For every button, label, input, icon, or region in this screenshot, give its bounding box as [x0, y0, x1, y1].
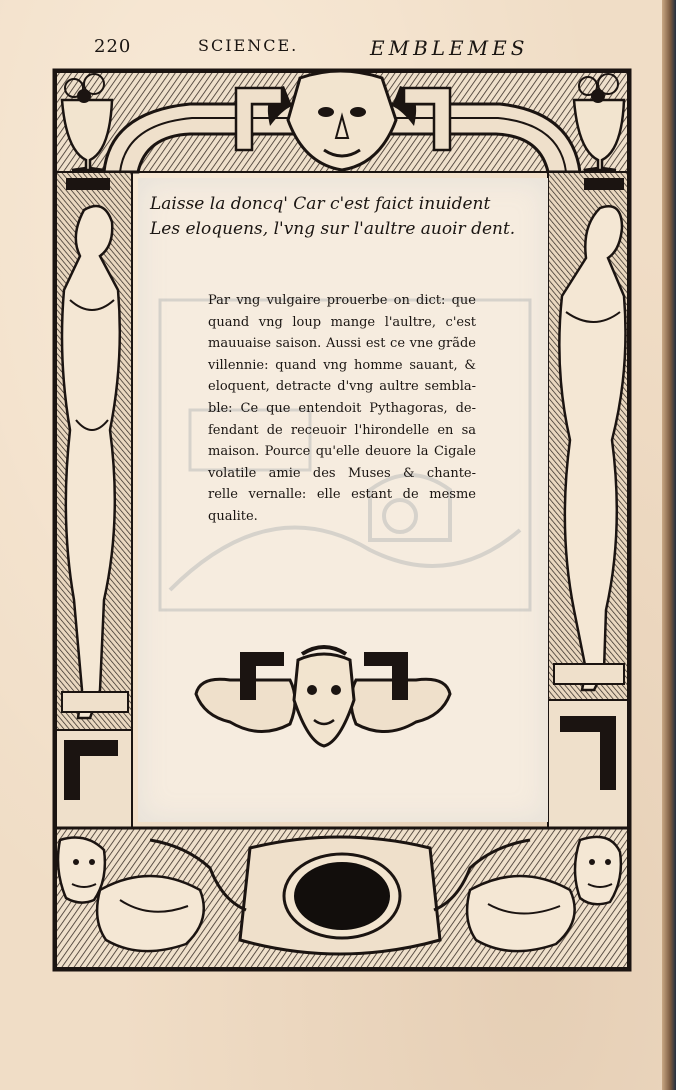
prose-line: quand vng loup mange l'aultre, c'est: [208, 314, 476, 330]
verse-line: Les eloquens, l'vng sur l'aultre auoir dent.: [150, 219, 516, 239]
prose-line: Par vng vulgaire prouerbe on dict: que: [208, 293, 476, 308]
prose-line: villennie: quand vng homme sauant, &: [208, 357, 476, 373]
prose-line: ble: Ce que entendoit Pythagoras, de-: [208, 400, 476, 416]
prose-line: fendant de receuoir l'hirondelle en sa: [208, 422, 476, 438]
prose-line: eloquent, detracte d'vng aultre sembla-: [208, 379, 476, 395]
page-number: 220: [94, 36, 132, 57]
prose-line: qualite.: [208, 508, 258, 524]
verse-line: Laisse la doncq' Car c'est faict inuident: [150, 194, 491, 214]
tailpiece-mask-icon: [196, 647, 450, 746]
running-title-left: SCIENCE.: [198, 36, 299, 55]
prose-line: volatile amie des Muses & chante-: [208, 465, 476, 481]
prose-line: mauuaise saison. Aussi est ce vne grãde: [208, 336, 476, 352]
prose-line: maison. Pource qu'elle deuore la Cigale: [208, 444, 476, 460]
running-title-right: EMBLEMES: [370, 36, 529, 60]
page-edge-shadow: [662, 0, 676, 1090]
prose-line: relle vernalle: elle estant de mesme: [208, 487, 476, 503]
